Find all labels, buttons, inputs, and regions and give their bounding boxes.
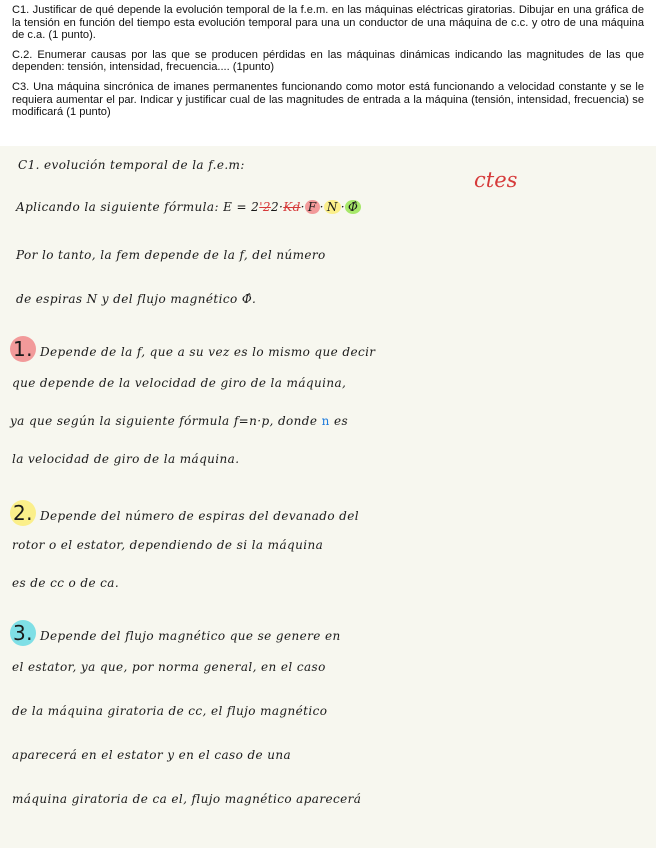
exam-questions	[0, 0, 656, 146]
point-1-line-3a: ya que según la siguiente fórmula f=n·p, donde	[10, 414, 322, 428]
point-1-line-3b: es	[329, 414, 349, 428]
point-3-line-3: de la máquina giratoria de cc, el flujo magnético	[12, 704, 328, 718]
notes-line-4: de espiras N y del flujo magnético Φ̂.	[16, 292, 257, 306]
point-1-n: n	[321, 414, 330, 428]
notes-title: C1. evolución temporal de la f.e.m:	[18, 158, 245, 172]
point-2-text: Depende del número de espiras del devanado del	[40, 509, 359, 523]
formula-dot-3: ·	[340, 200, 345, 214]
point-3-line-4: aparecerá en el estator y en el caso de una	[12, 748, 292, 762]
formula-strike: '2	[259, 200, 271, 214]
point-2-line-3: es de cc o de ca.	[12, 576, 120, 590]
question-c3: C3. Una máquina sincrónica de imanes permanentes funcionando como motor está funcionando a velocidad constante y se le requiera aumentar el par. Indicar y justificar cual de las magnitudes de entrada a la máquina (tensión, intensidad, frecuencia) se modificará (1 punto)	[12, 80, 644, 119]
formula-mid: 2·	[270, 200, 284, 214]
point-1-text: Depende de la f, que a su vez es lo mismo que decir	[40, 345, 376, 359]
formula-line	[16, 200, 656, 214]
formula-phi: Φ̂	[345, 200, 361, 214]
point-3-line-1	[10, 620, 656, 646]
point-3-line-5: máquina giratoria de ca el, flujo magnético aparecerá	[12, 792, 362, 806]
point-2-line-1	[10, 500, 656, 526]
notes-line-3: Por lo tanto, la fem depende de la f, del número	[16, 248, 326, 262]
point-1-line-3	[10, 414, 656, 428]
question-c2: C.2. Enumerar causas por las que se producen pérdidas en las máquinas dinámicas indicando las magnitudes de las que dependen: tensión, intensidad, frecuencia.... (1punto)	[12, 48, 644, 74]
point-1-number: 1.	[10, 336, 36, 362]
point-3-text: Depende del flujo magnético que se genere en	[40, 629, 341, 643]
point-1-line-4: la velocidad de giro de la máquina.	[12, 452, 240, 466]
formula-f: F	[305, 200, 320, 214]
formula-dot-2: ·	[319, 200, 324, 214]
point-3-line-2: el estator, ya que, por norma general, en el caso	[12, 660, 326, 674]
point-1-line-2: que depende de la velocidad de giro de la máquina,	[12, 376, 347, 390]
question-c1: C1. Justificar de qué depende la evolución temporal de la f.e.m. en las máquinas eléctricas giratorias. Dibujar en una gráfica de la tensión en función del tiempo esta evolución temporal para una un conductor de una máquina de c.c. y otro de una máquina de c.a. (1 punto).	[12, 4, 644, 42]
point-2-line-2: rotor o el estator, dependiendo de si la máquina	[12, 538, 324, 552]
formula-n: N	[324, 200, 341, 214]
formula-kd: Kd	[283, 200, 301, 214]
formula-prefix: Aplicando la siguiente fórmula: E = 2	[16, 200, 260, 214]
ctes-annotation: ctes	[474, 168, 518, 192]
point-3-number: 3.	[10, 620, 36, 646]
formula-dot: ·	[300, 200, 305, 214]
point-2-number: 2.	[10, 500, 36, 526]
point-1-line-1	[10, 336, 656, 362]
